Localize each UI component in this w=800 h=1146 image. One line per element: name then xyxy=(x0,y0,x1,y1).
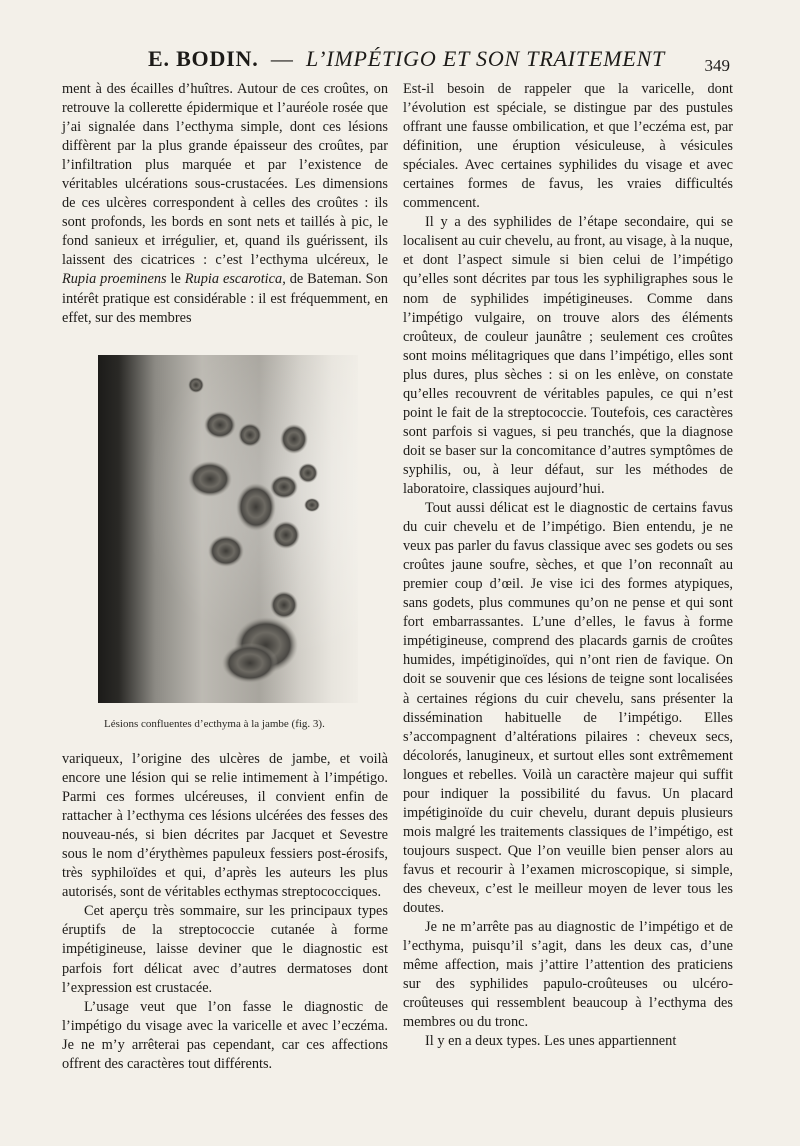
left-paragraph-4: L’usage veut que l’on fasse le diagnostic de l’impétigo du visage avec la varicelle et avec l’eczéma. Je ne m’y arrêterai pas cependant, car ces affections offrent des caractères tout différents. xyxy=(62,998,388,1072)
page-number: 349 xyxy=(704,56,730,75)
figure-photograph xyxy=(98,355,358,703)
header-title xyxy=(148,46,665,72)
right-paragraph-4: Je ne m’arrête pas au diagnostic de l’impétigo et de l’ecthyma, puisqu’il s’agit, dans les deux cas, d’une même affection, mais j’attire l’attention des praticiens sur des syphilides papulo-croûteuses ou ulcéro-croûteuses qui ressemblent beaucoup à l’ecthyma des membres ou du tronc. xyxy=(403,919,733,1031)
running-header xyxy=(60,44,740,84)
left-paragraph-1-text-b: le xyxy=(166,271,185,288)
right-paragraph-1: Est-il besoin de rappeler que la varicelle, dont l’évolution est spéciale, se distingue par des pustules offrant une fausse ombilication, et que l’eczéma est, par définition, une éruption vésiculeuse, à vésicules spéciales. Avec certaines syphilides du visage et avec certaines formes de favus, les vraies difficultés commencent. xyxy=(403,81,733,212)
rupia-escarotica: Rupia escarotica xyxy=(184,271,283,288)
left-column-bottom xyxy=(62,750,388,1074)
right-column xyxy=(403,80,733,1051)
right-paragraph-3: Tout aussi délicat est le diagnostic de certains favus du cuir chevelu et de l’impétigo. Bien entendu, je ne veux pas parler du favus classique avec ses godets ou ses croûtes jaune soufre, sèches, et que l’on reconnaît au premier coup d’œil. Je vise ici des formes atypiques, sans godets, plus communes qu’on ne pense et qui sont fort embarrassantes. L’une d’elles, le favus à forme impétigineuse, comprend des placards garnis de croûtes humides, impétiginoïdes, qui n’ont rien de favique. On doit se souvenir que ces lésions de teigne sont localisées à certaines régions du cuir chevelu, sans présenter la dissémination habituelle de l’impétigo. Elles s’accompagnent d’altérations pilaires : cheveux secs, décolorés, lanugineux, et surtout elles sont extrêmement longues et rebelles. Voilà un caractère majeur qui suffit pour indiquer la possibilité du favus. Un placard impétiginoïde du cuir chevelu, durant depuis plusieurs mois malgré les traitements classiques de l’impétigo, est toujours suspect. Que l’on veuille bien penser alors au favus et recourir à l’examen microscopique, si simple, des cheveux, c’est le meilleur moyen de lever tous les doutes. xyxy=(403,500,733,917)
right-paragraph-5: Il y en a deux types. Les unes appartiennent xyxy=(425,1033,677,1050)
ecthyma-lesions-image xyxy=(98,355,358,703)
header-subject: L’IMPÉTIGO ET SON TRAITEMENT xyxy=(305,46,666,71)
left-paragraph-1-text-c: , de Bateman. Son intérêt pratique est considérable : il est fréquemment, en effet, sur des membres xyxy=(62,271,388,326)
header-separator: — xyxy=(270,46,294,71)
left-column-top xyxy=(62,80,388,328)
right-paragraph-2: Il y a des syphilides de l’étape secondaire, qui se localisent au cuir chevelu, au front, au visage, à la nuque, et dont l’aspect simule si bien celui de l’impétigo qu’elles sont décrites par tous les syphiligraphes sous le nom de syphilides impétigineuses. Comme dans l’impétigo vulgaire, on trouve alors des éléments croûteux, de couleur jaunâtre ; seulement ces croûtes sont moins mélitagriques que dans l’impétigo, elles sont plus dures, plus sèches : si on les enlève, on constate qu’elles recouvrent de véritables papules, ce qui n’est point le fait de la streptococcie. Toutefois, ces caractères sont parfois si vagues, si peu tranchés, que la diagnose doit se baser sur la concomitance d’autres symptômes de syphilis, ou, à leur défaut, sur les méthodes de laboratoire, classiques aujourd’hui. xyxy=(403,214,733,497)
figure-caption: Lésions confluentes d’ecthyma à la jambe (fig. 3). xyxy=(104,718,325,730)
rupia-proeminens: Rupia proeminens xyxy=(62,271,167,288)
left-paragraph-2: variqueux, l’origine des ulcères de jambe, et voilà encore une lésion qui se relie intimement à l’impétigo. Parmi ces formes ulcéreuses, il convient enfin de rattacher à l’ecthyma ces lésions ulcérées des fesses des nouveau-nés, si bien décrites par Jacquet et Sevestre sous le nom d’érythèmes papuleux fessiers post-érosifs, très syphiloïdes et qui, d’après les auteurs les plus autorisés, sont de véritables ecthymas streptococciques. xyxy=(62,751,388,901)
left-paragraph-1-text-a: ment à des écailles d’huîtres. Autour de ces croûtes, on retrouve la collerette épidermique et l’auréole rosée que j’ai signalée dans l’ecthyma simple, dont ces lésions diffèrent par la plus grande épaisseur des croûtes, par l’infiltration plus marquée et par l’existence de véritables ulcérations sous-crustacées. Les dimensions de ces ulcères correspondent à celles des croûtes : ils sont profonds, les bords en sont nets et taillés à pic, le fond sanieux et irrégulier, et, quand ils guérissent, ils laissent des cicatrices : c’est l’ecthyma ulcéreux, le xyxy=(62,81,388,269)
left-paragraph-3: Cet aperçu très sommaire, sur les principaux types éruptifs de la streptococcie cutanée à forme impétigineuse, laisse deviner que le diagnostic est parfois fort délicat avec d’autres dermatoses dont l’expression est crustacée. xyxy=(62,903,388,996)
left-paragraph-1 xyxy=(62,80,388,328)
header-author: E. BODIN. xyxy=(148,46,259,71)
